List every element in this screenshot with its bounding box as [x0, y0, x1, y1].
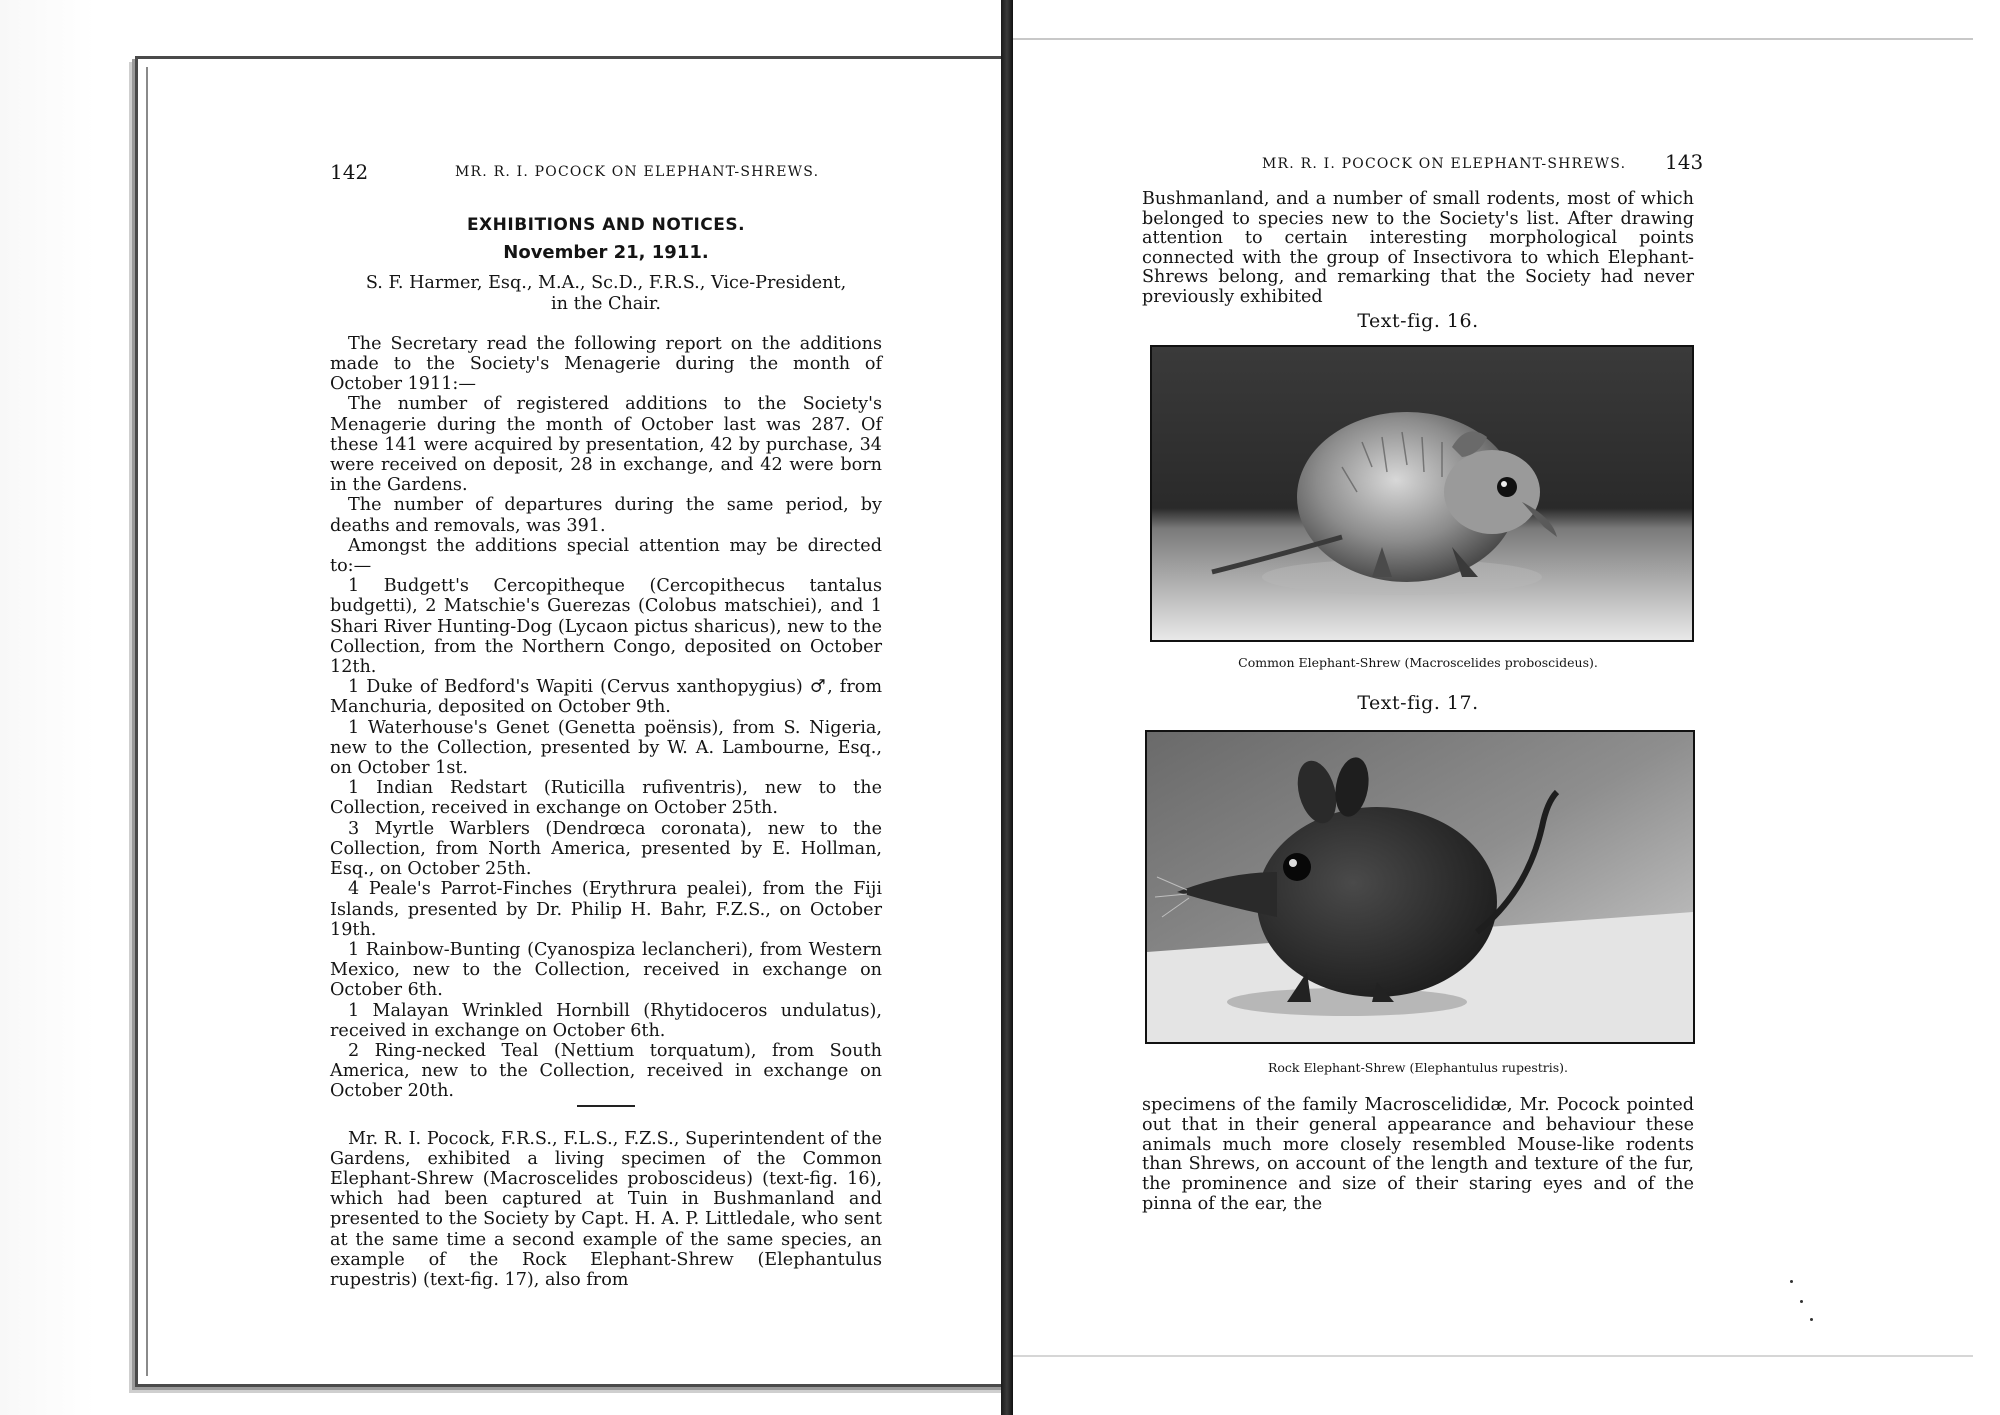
- paragraph: The number of departures during the same period, by deaths and removals, was 391.: [330, 495, 882, 536]
- right-top-text: [1142, 190, 1694, 308]
- scan-frame-bottom: [1013, 1355, 1973, 1357]
- paragraph: 1 Indian Redstart (Ruticilla rufiventris), new to the Collection, received in exchange on October 25th.: [330, 778, 882, 819]
- right-running-head: MR. R. I. POCOCK ON ELEPHANT-SHREWS.: [1262, 156, 1627, 172]
- paragraph: 4 Peale's Parrot-Finches (Erythrura pealei), from the Fiji Islands, presented by Dr. Philip H. Bahr, F.Z.S., on October 19th.: [330, 879, 882, 940]
- paragraph: 1 Waterhouse's Genet (Genetta poënsis), from S. Nigeria, new to the Collection, presented by W. A. Lambourne, Esq., on October 1st.: [330, 717, 882, 779]
- paragraph: 1 Budgett's Cercopitheque (Cercopithecus tantalus budgetti), 2 Matschie's Guerezas (Colobus matschiei), and 1 Shari River Hunting-Dog (Lycaon pictus sharicus), new to the Collection, from the Northern Congo, deposited on October 12th.: [330, 576, 882, 678]
- right-page-number: 143: [1665, 150, 1704, 174]
- section-rule: [577, 1105, 635, 1107]
- paragraph: The Secretary read the following report on the additions made to the Society's Menagerie during the month of October 1911:—: [330, 333, 882, 395]
- paragraph: 1 Malayan Wrinkled Hornbill (Rhytidoceros undulatus), received in exchange on October 6th.: [330, 1000, 882, 1041]
- scan-margin: [0, 0, 96, 1415]
- scan-speck: [1790, 1280, 1793, 1283]
- paragraph: 1 Rainbow-Bunting (Cyanospiza leclancheri), from Western Mexico, new to the Collection, received in exchange on October 6th.: [330, 939, 882, 1001]
- fig17-photo: [1145, 730, 1695, 1044]
- paragraph: 2 Ring-necked Teal (Nettium torquatum), from South America, new to the Collection, received in exchange on October 20th.: [330, 1040, 882, 1102]
- paragraph: Amongst the additions special attention may be directed to:—: [330, 535, 882, 577]
- section-heading: EXHIBITIONS AND NOTICES.: [466, 215, 746, 235]
- paragraph: 1 Duke of Bedford's Wapiti (Cervus xanthopygius) ♂, from Manchuria, deposited on October 9th.: [330, 677, 882, 718]
- scan-speck: [1800, 1300, 1803, 1303]
- chair-line-1: S. F. Harmer, Esq., M.A., Sc.D., F.R.S., Vice-President,: [365, 273, 847, 294]
- paragraph: The number of registered additions to the Society's Menagerie during the month of October last was 287. Of these 141 were acquired by presentation, 42 by purchase, 34 were received on deposit, 28 in exchange, and 42 were born in the Gardens.: [330, 394, 882, 496]
- meeting-date: November 21, 1911.: [503, 242, 709, 264]
- scan-frame-top: [1013, 38, 1973, 40]
- rock-elephant-shrew-image: [1147, 732, 1693, 1042]
- fig16-label: Text-fig. 16.: [1357, 310, 1479, 332]
- fig16-caption: Common Elephant-Shrew (Macroscelides proboscideus).: [1238, 655, 1598, 670]
- paragraph: specimens of the family Macroscelididæ, Mr. Pocock pointed out that in their general appearance and behaviour these animals much more closely resembled Mouse-like rodents than Shrews, on account of the length and texture of the fur, the prominence and size of their staring eyes and of the pinna of the ear, the: [1142, 1095, 1694, 1214]
- fig17-label: Text-fig. 17.: [1357, 692, 1479, 714]
- fig17-caption: Rock Elephant-Shrew (Elephantulus rupestris).: [1267, 1060, 1569, 1075]
- right-bottom-text: [1142, 1096, 1694, 1215]
- book-gutter: [1001, 0, 1013, 1415]
- chair-line-2: in the Chair.: [551, 293, 661, 314]
- left-page-number: 142: [330, 160, 369, 184]
- scan-speck: [1810, 1318, 1813, 1321]
- paragraph: Bushmanland, and a number of small rodents, most of which belonged to species new to the Society's list. After drawing attention to certain interesting morphological points connected with the group of Insectivora to which Elephant-Shrews belong, and remarking that the Society had never previously exhibited: [1142, 189, 1694, 307]
- left-running-head: MR. R. I. POCOCK ON ELEPHANT-SHREWS.: [455, 164, 820, 180]
- paragraph: 3 Myrtle Warblers (Dendrœca coronata), new to the Collection, from North America, presented by E. Hollman, Esq., on October 25th.: [330, 818, 882, 880]
- left-column: [330, 215, 882, 1290]
- common-elephant-shrew-image: [1152, 347, 1692, 640]
- fig16-photo: [1150, 345, 1694, 642]
- pocock-paragraph: Mr. R. I. Pocock, F.R.S., F.L.S., F.Z.S., Superintendent of the Gardens, exhibited a living specimen of the Common Elephant-Shrew (Macroscelides proboscideus) (text-fig. 16), which had been captured at Tuin in Bushmanland and presented to the Society by Capt. H. A. P. Littledale, who sent at the same time a second example of the same species, an example of the Rock Elephant-Shrew (Elephantulus rupestris) (text-fig. 17), also from: [330, 1128, 882, 1290]
